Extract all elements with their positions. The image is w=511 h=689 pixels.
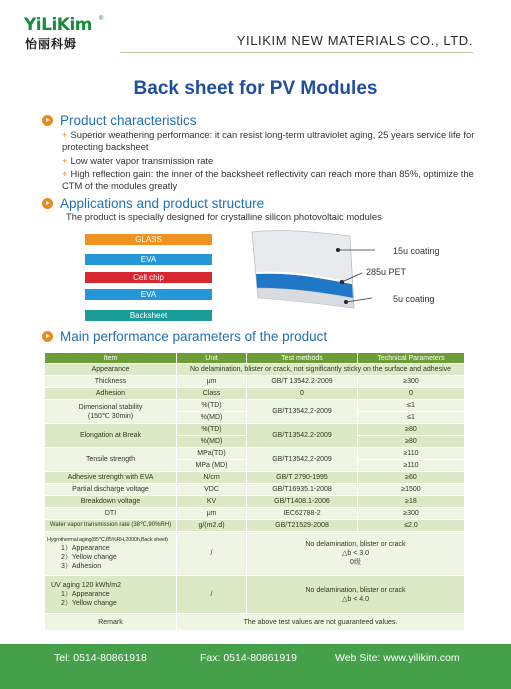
cell-item: Water vapor transmission rate (38℃,90%RH) [45,520,177,532]
cell-method: GB/T13542.2-2009 [247,424,358,448]
characteristic-item [62,155,482,167]
layer-cell-chip: Cell chip [85,272,212,283]
cell-method: GB/T1408.1-2006 [247,496,358,508]
cell-item-title: Hygrothermal aging(85℃,85%RH,2000h,Back sheet) [47,537,168,543]
performance-table [44,352,465,631]
header-divider [120,52,473,53]
table-row-elongation [45,424,465,436]
cell-unit: %(MD) [177,412,247,424]
cell-item [45,576,177,614]
cell-item-title: UV aging 120 kWh/m2 [51,582,122,589]
cell-value [247,576,465,614]
page-title: Back sheet for PV Modules [133,78,378,99]
header-technical-parameters: Technical Parameters [358,353,465,364]
cell-item-sub: 2）Yellow change [61,554,117,561]
header-unit: Unit [177,353,247,364]
cell-value: ≤1 [358,412,465,424]
cell-item-sub: 2）Yellow change [61,600,117,607]
characteristic-text: Low water vapor transmission rate [70,155,214,166]
cell-value: ≥80 [358,436,465,448]
cell-item-sub: 3）Adhesion [61,563,102,570]
cell-unit: μm [177,376,247,388]
cell-method: GB/T13542.2-2009 [247,448,358,472]
cell-unit: %(TD) [177,400,247,412]
cell-unit: g/(m2.d) [177,520,247,532]
cell-value: 0 [358,388,465,400]
logo-wordmark: YiLiKim [24,15,93,35]
cell-value: ≥60 [358,472,465,484]
cell-item: Remark [45,614,177,631]
cell-unit: %(MD) [177,436,247,448]
cell-value-line: 0级 [350,559,361,566]
table-header-row [45,353,465,364]
cell-value-line: △b < 3.0 [342,550,369,557]
characteristic-item [62,129,482,153]
cell-method: GB/T21529-2008 [247,520,358,532]
cell-value-line: △b < 4.0 [342,595,369,603]
plus-icon: + [62,155,68,166]
cell-value: ≥110 [358,448,465,460]
applications-subtitle: The product is specially designed for crystalline silicon photovoltaic modules [66,211,382,222]
cell-value: ≥1500 [358,484,465,496]
cell-value [247,532,465,576]
cell-method: GB/T13542.2-2009 [247,400,358,424]
table-row-thickness [45,376,465,388]
page-header [0,0,511,62]
footer-tel: Tel: 0514-80861918 [54,652,147,664]
cell-item: Adhesion [45,388,177,400]
cell-method: 0 [247,388,358,400]
cell-item-sub: 1）Appearance [61,591,110,598]
page-footer [0,644,511,689]
section-heading-text: Applications and product structure [60,196,265,211]
characteristic-text: High reflection gain: the inner of the backsheet reflectivity can reach more than 85%, optimize the CTM of the modules greatly [62,168,474,191]
cell-item: Elongation at Break [45,424,177,448]
table-row-dti [45,508,465,520]
table-row-dimensional-stability [45,400,465,412]
cell-value: ≥110 [358,460,465,472]
layer-eva-top: EVA [85,254,212,265]
cell-value: ≥300 [358,508,465,520]
table-row-water-vapor [45,520,465,532]
cell-item [45,400,177,424]
cell-item-condition: (150℃ 30min) [87,412,134,420]
plus-icon: + [62,168,68,179]
table-row-partial-discharge [45,484,465,496]
cell-value: ≤1 [358,400,465,412]
cell-item: Adhesive strength with EVA [45,472,177,484]
callout-5u-coating: 5u coating [393,294,435,304]
cell-unit: N/cm [177,472,247,484]
callout-285u-pet: 285u PET [366,267,407,277]
cell-unit: %(TD) [177,424,247,436]
table-row-breakdown-voltage [45,496,465,508]
table-row-uv-aging [45,576,465,614]
section-heading-text: Main performance parameters of the product [60,329,328,344]
cell-value: ≥80 [358,424,465,436]
header-item: Item [45,353,177,364]
layer-backsheet: Backsheet [85,310,212,321]
logo-chinese-name: 怡丽科姆 [25,37,78,51]
cell-item [45,532,177,576]
cell-value: ≤2.0 [358,520,465,532]
footer-fax: Fax: 0514-80861919 [200,652,297,664]
footer-website: Web Site: www.yilikim.com [335,652,460,664]
cell-method: GB/T 13542.2-2009 [247,376,358,388]
table-row-adhesive-strength-eva [45,472,465,484]
cell-value: The above test values are not guaranteed values. [177,614,465,631]
header-test-methods: Test methods [247,353,358,364]
cell-unit: μm [177,508,247,520]
section-heading-applications [42,196,264,211]
company-name: YILIKIM NEW MATERIALS CO., LTD. [236,33,473,48]
table-row-hygrothermal-aging [45,532,465,576]
section-heading-characteristics [42,113,197,128]
cell-item: DTI [45,508,177,520]
section-heading-performance [42,329,327,344]
cell-unit: MPa (MD) [177,460,247,472]
layer-eva-bottom: EVA [85,289,212,300]
table-row-adhesion [45,388,465,400]
table-row-tensile-strength [45,448,465,460]
cell-item-sub: 1）Appearance [61,545,110,552]
cell-unit: VDC [177,484,247,496]
plus-icon: + [62,129,68,140]
cell-item: Breakdown voltage [45,496,177,508]
cell-unit: MPa(TD) [177,448,247,460]
cell-unit: / [177,576,247,614]
cell-unit: / [177,532,247,576]
cell-item: Appearance [45,364,177,376]
characteristic-text: Superior weathering performance: it can resist long-term ultraviolet aging, 25 years service life for protecting backsheet [62,129,475,152]
cell-value: No delamination, blister or crack, not significantly sticky on the surface and adhesive [177,364,465,376]
table-row-appearance [45,364,465,376]
cell-item: Tensile strength [45,448,177,472]
cell-value-line: No delamination, blister or crack [305,586,406,594]
section-bullet-icon [42,198,53,209]
layer-glass: GLASS [85,234,212,245]
cell-method: GB/T 2790-1995 [247,472,358,484]
section-heading-text: Product characteristics [60,113,197,128]
company-logo [24,15,114,51]
cell-item-text: Dimensional stability [78,403,143,411]
characteristic-item [62,168,482,192]
cell-value: ≥300 [358,376,465,388]
cell-method: IEC62788-2 [247,508,358,520]
cell-item: Thickness [45,376,177,388]
cell-method: GB/T16935.1-2008 [247,484,358,496]
callout-15u-coating: 15u coating [393,246,440,256]
cell-unit: KV [177,496,247,508]
table-row-remark [45,614,465,631]
cell-value: ≥18 [358,496,465,508]
cell-item: Partial discharge voltage [45,484,177,496]
section-bullet-icon [42,331,53,342]
section-bullet-icon [42,115,53,126]
cell-value-line: No delamination, blister or crack [305,541,406,548]
logo-registered-mark: ® [99,16,104,22]
cell-unit: Class [177,388,247,400]
